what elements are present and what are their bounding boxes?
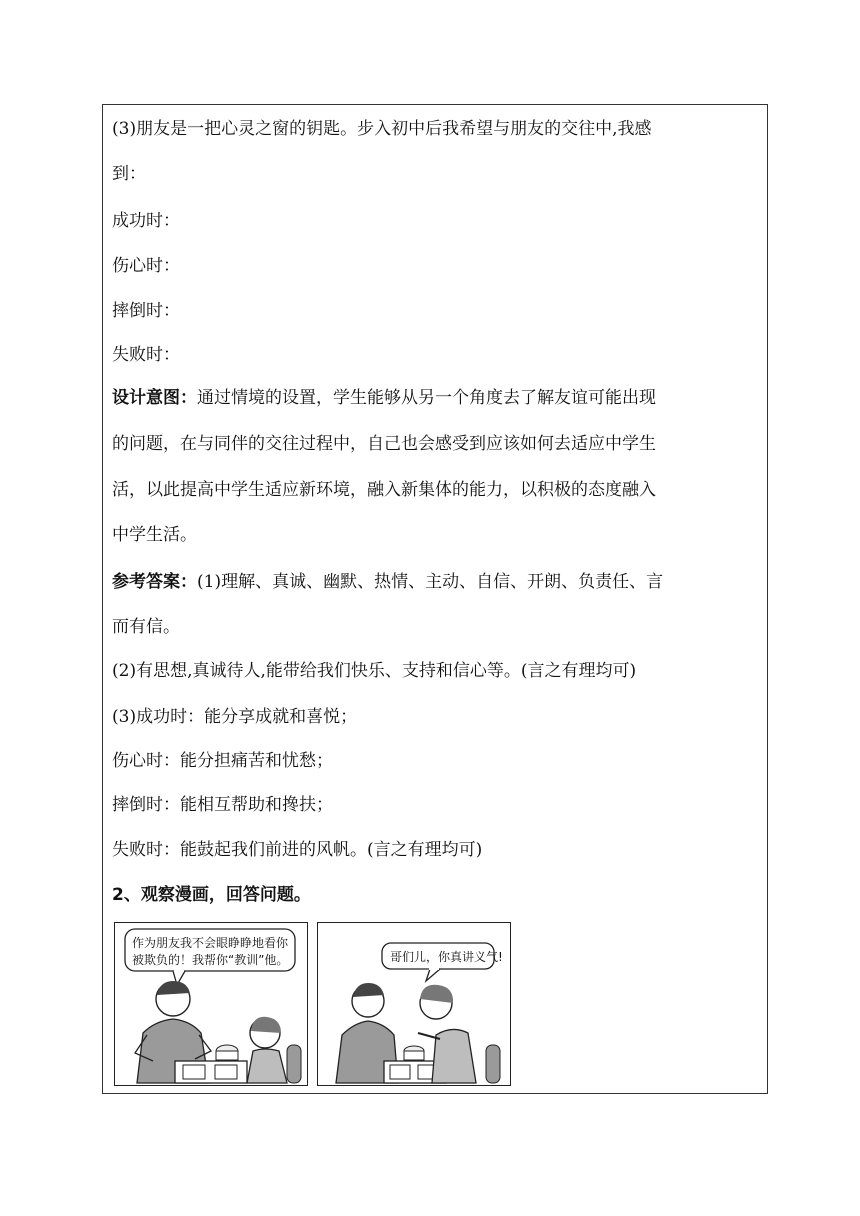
answer-3-success: (3)成功时：能分享成就和喜悦； — [112, 707, 358, 727]
comic-2-bubble-line1: 哥们儿，你真讲义气! — [390, 950, 503, 964]
design-intent-line2: 的问题，在与同伴的交往过程中，自己也会感受到应该如何去适应中学生 — [112, 434, 656, 454]
sad-prompt: 伤心时： — [112, 256, 180, 276]
comic-1-bubble-line1: 作为朋友我不会眼睁睁地看你 — [132, 936, 289, 950]
comic-panel-2-drawing — [318, 923, 509, 1084]
fail-prompt: 失败时： — [112, 345, 180, 365]
comic-panel-1-drawing — [115, 923, 306, 1084]
q3-question-line1: (3)朋友是一把心灵之窗的钥匙。步入初中后我希望与朋友的交往中,我感 — [112, 119, 652, 139]
answer-1-cont: 而有信。 — [112, 617, 180, 637]
design-intent-text: 通过情境的设置，学生能够从另一个角度去了解友谊可能出现 — [197, 388, 656, 408]
section-2-title — [112, 884, 311, 906]
q3-question-line2: 到： — [112, 164, 146, 184]
answer-3-fall: 摔倒时：能相互帮助和搀扶； — [112, 795, 333, 815]
comic-panel-2 — [317, 922, 511, 1086]
comic-1-bubble-line2: 被欺负的！我帮你“教训”他。 — [132, 953, 289, 967]
comic-panel-1 — [114, 922, 308, 1086]
design-intent-label: 设计意图： — [112, 388, 197, 408]
answer-2: (2)有思想,真诚待人,能带给我们快乐、支持和信心等。(言之有理均可) — [112, 661, 637, 681]
success-prompt: 成功时： — [112, 211, 180, 231]
design-intent-line4: 中学生活。 — [112, 525, 197, 545]
answer-label: 参考答案： — [112, 572, 197, 592]
design-intent-line3: 活，以此提高中学生适应新环境，融入新集体的能力，以积极的态度融入 — [112, 480, 656, 500]
answer-3-sad: 伤心时：能分担痛苦和忧愁； — [112, 751, 333, 771]
fall-prompt: 摔倒时： — [112, 301, 180, 321]
design-intent-line1 — [112, 387, 656, 409]
answer-1-text: (1)理解、真诚、幽默、热情、主动、自信、开朗、负责任、言 — [197, 572, 664, 592]
section-2-title-text: 2、观察漫画，回答问题。 — [112, 885, 311, 905]
answer-line1 — [112, 571, 663, 593]
answer-3-fail: 失败时：能鼓起我们前进的风帆。(言之有理均可) — [112, 840, 483, 860]
